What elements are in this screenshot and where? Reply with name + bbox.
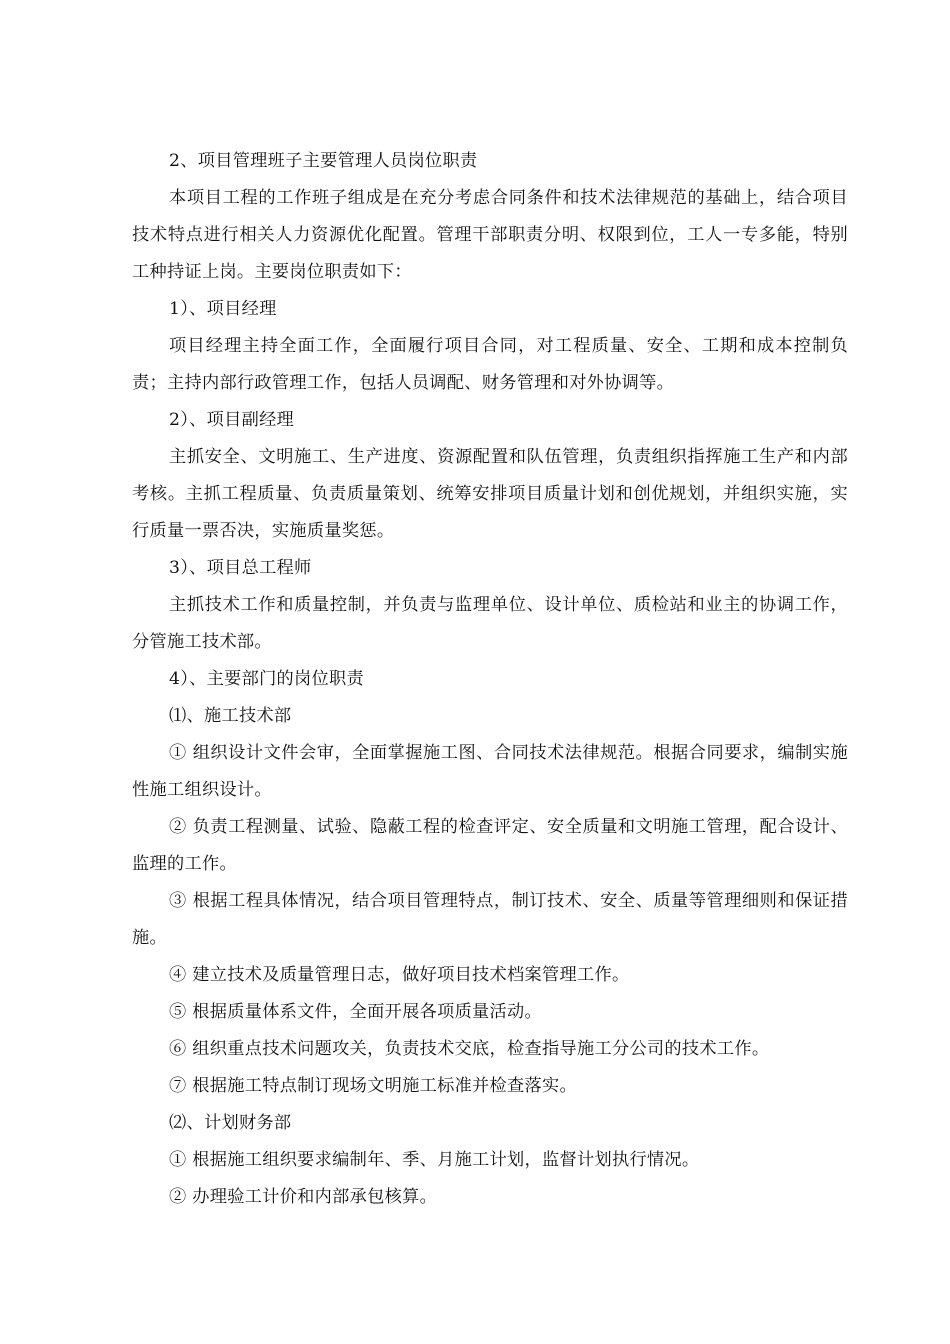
section-title: 2、项目管理班子主要管理人员岗位职责 bbox=[169, 151, 478, 171]
role-text-deputy-manager: 主抓安全、文明施工、生产进度、资源配置和队伍管理，负责组织指挥施工生产和内部考核。主抓工程质量、负责质量策划、统筹安排项目质量计划和创优规划，并组织实施，实行质量一票否决，实施质量奖惩。 bbox=[132, 447, 848, 541]
departments-heading: 4）、主要部门的岗位职责 bbox=[169, 669, 364, 689]
list-item: ② 办理验工计价和内部承包核算。 bbox=[169, 1187, 438, 1207]
intro-paragraph: 本项目工程的工作班子组成是在充分考虑合同条件和技术法律规范的基础上，结合项目技术特点进行相关人力资源优化配置。管理干部职责分明、权限到位，工人一专多能，特别工种持证上岗。主要岗位职责如下： bbox=[132, 188, 848, 282]
list-item: ⑤ 根据质量体系文件，全面开展各项质量活动。 bbox=[169, 1002, 543, 1022]
role-text-project-manager: 项目经理主持全面工作，全面履行项目合同，对工程质量、安全、工期和成本控制负责；主持内部行政管理工作，包括人员调配、财务管理和对外协调等。 bbox=[132, 336, 848, 393]
role-heading-chief-engineer: 3）、项目总工程师 bbox=[169, 558, 312, 578]
dept-heading-finance: ⑵、计划财务部 bbox=[169, 1113, 292, 1133]
list-item: ① 组织设计文件会审，全面掌握施工图、合同技术法律规范。根据合同要求，编制实施性施工组织设计。 bbox=[132, 743, 848, 800]
role-text-chief-engineer: 主抓技术工作和质量控制，并负责与监理单位、设计单位、质检站和业主的协调工作，分管施工技术部。 bbox=[132, 595, 848, 652]
list-item: ④ 建立技术及质量管理日志，做好项目技术档案管理工作。 bbox=[169, 965, 630, 985]
document-body bbox=[132, 143, 848, 1216]
list-item: ① 根据施工组织要求编制年、季、月施工计划，监督计划执行情况。 bbox=[169, 1150, 700, 1170]
list-item: ⑥ 组织重点技术问题攻关，负责技术交底，检查指导施工分公司的技术工作。 bbox=[169, 1039, 770, 1059]
list-item: ③ 根据工程具体情况，结合项目管理特点，制订技术、安全、质量等管理细则和保证措施。 bbox=[132, 891, 848, 948]
list-item: ② 负责工程测量、试验、隐蔽工程的检查评定、安全质量和文明施工管理，配合设计、监理的工作。 bbox=[132, 817, 848, 874]
role-heading-project-manager: 1）、项目经理 bbox=[169, 299, 277, 319]
role-heading-deputy-manager: 2）、项目副经理 bbox=[169, 410, 295, 430]
list-item: ⑦ 根据施工特点制订现场文明施工标准并检查落实。 bbox=[169, 1076, 577, 1096]
dept-heading-technical: ⑴、施工技术部 bbox=[169, 706, 292, 726]
